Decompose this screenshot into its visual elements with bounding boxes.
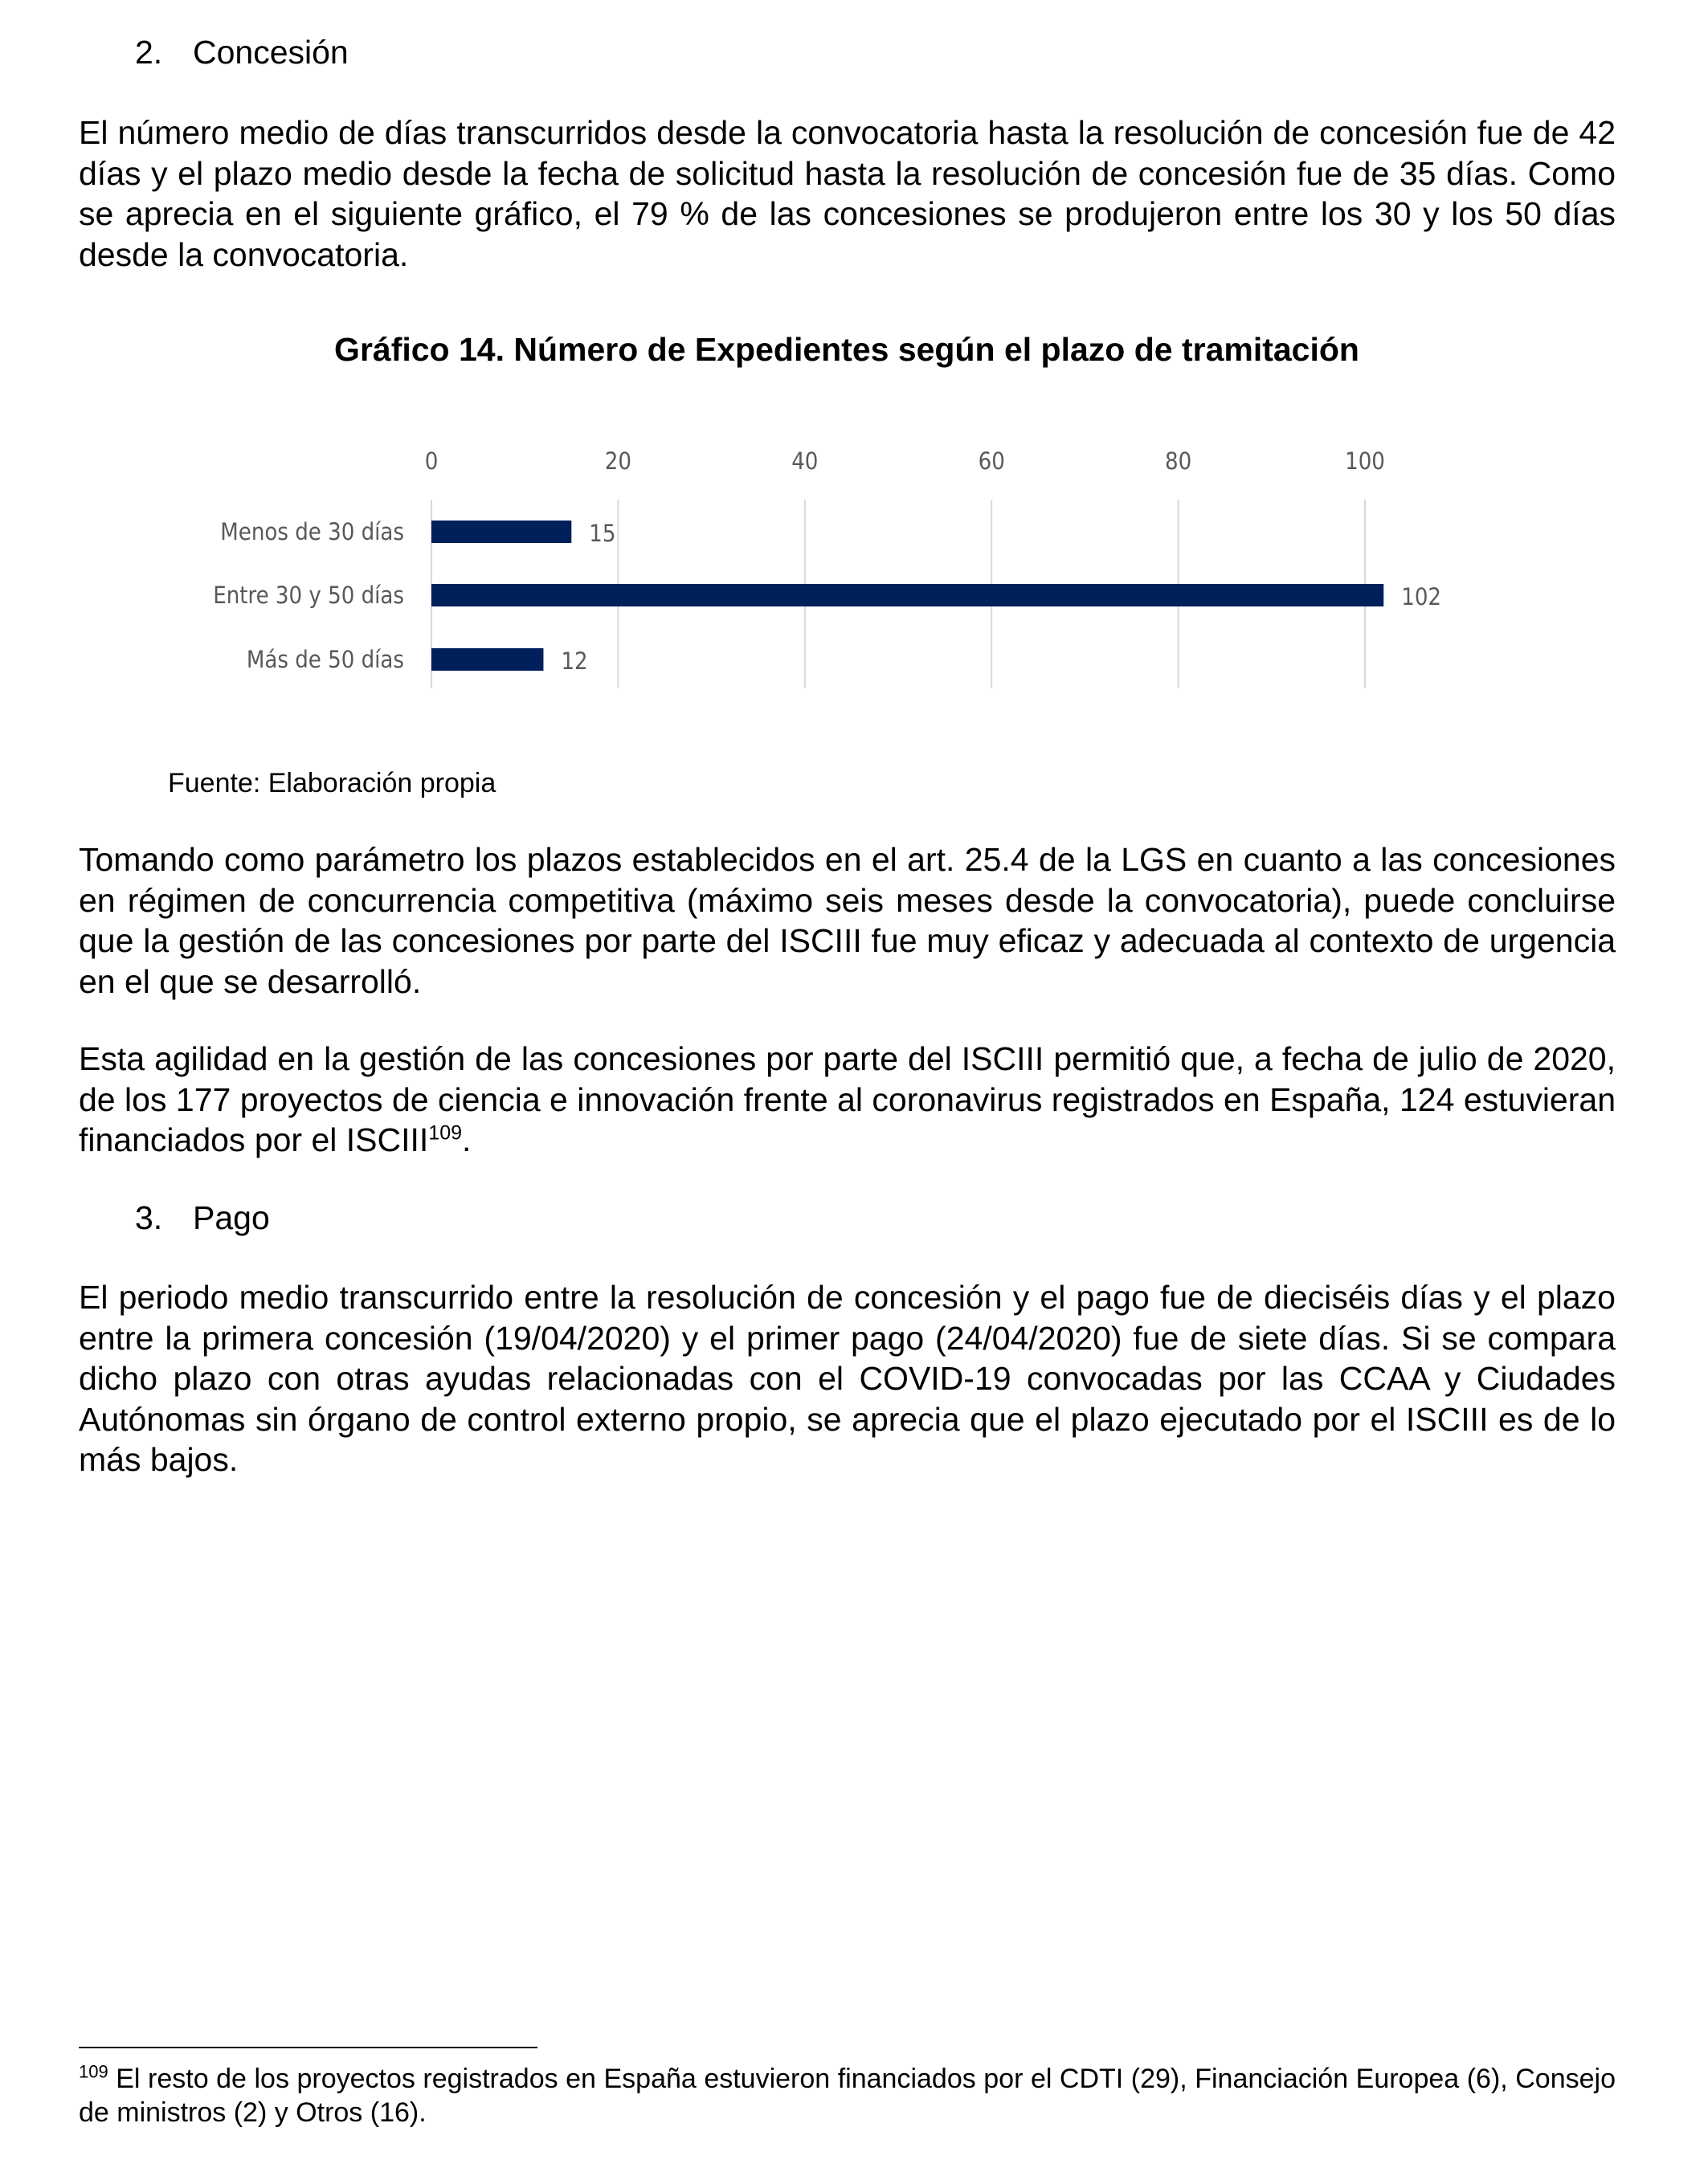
period: . bbox=[462, 1121, 472, 1158]
bar bbox=[431, 648, 543, 671]
footnote-text: El resto de los proyectos registrados en España estuvieron financiados por el CDTI (29), Financiación Europea (6), Consejo de ministros (2) y Otros (16). bbox=[79, 2064, 1616, 2128]
bar bbox=[431, 521, 571, 543]
section-number: 2. bbox=[135, 34, 163, 71]
paragraph-agilidad-text: Esta agilidad en la gestión de las concesiones por parte del ISCIII permitió que, a fecha de julio de 2020, de los 177 proyectos de ciencia e innovación frente al coronavirus registrados en España, 124 estuvieran financiados por el ISCIII bbox=[79, 1040, 1616, 1158]
section-number: 3. bbox=[135, 1199, 163, 1236]
x-tick-label: 40 bbox=[791, 447, 819, 475]
category-label: Más de 50 días bbox=[246, 646, 404, 673]
paragraph-lgs: Tomando como parámetro los plazos establecidos en el art. 25.4 de la LGS en cuanto a las concesiones en régimen de concurrencia competitiva (máximo seis meses desde la convocatoria), puede concluirse que la gestión de las concesiones por parte del ISCIII fue muy eficaz y adecuada al contexto de urgencia en el que se desarrolló. bbox=[79, 841, 1616, 1000]
chart-title: Gráfico 14. Número de Expedientes según el plazo de tramitación bbox=[334, 331, 1359, 368]
x-tick-label: 100 bbox=[1345, 447, 1385, 475]
category-label: Menos de 30 días bbox=[220, 518, 404, 545]
footnote-separator bbox=[79, 2047, 537, 2048]
x-tick-label: 80 bbox=[1164, 447, 1192, 475]
data-label: 15 bbox=[589, 520, 616, 547]
x-tick-label: 60 bbox=[978, 447, 1005, 475]
bar-chart bbox=[0, 434, 1708, 723]
x-tick-label: 20 bbox=[604, 447, 632, 475]
paragraph-agilidad bbox=[79, 1039, 1616, 1161]
data-label: 102 bbox=[1401, 583, 1442, 610]
bar bbox=[431, 584, 1383, 606]
data-label: 12 bbox=[561, 647, 588, 675]
paragraph-pago: El periodo medio transcurrido entre la resolución de concesión y el pago fue de dieciséis días y el plazo entre la primera concesión (19/04/2020) y el primer pago (24/04/2020) fue de siete días. Si se compara dicho plazo con otras ayudas relacionadas con el COVID-19 convocadas por las CCAA y Ciudades Autónomas sin órgano de control externo propio, se aprecia que el plazo ejecutado por el ISCIII es de lo más bajos. bbox=[79, 1279, 1616, 1478]
footnote-ref[interactable]: 109 bbox=[428, 1121, 463, 1145]
section-title: Concesión bbox=[193, 34, 349, 71]
x-tick-label: 0 bbox=[424, 447, 439, 475]
paragraph-concesion: El número medio de días transcurridos desde la convocatoria hasta la resolución de concesión fue de 42 días y el plazo medio desde la fecha de solicitud hasta la resolución de concesión fue de 35 días. Como se aprecia en el siguiente gráfico, el 79 % de las concesiones se produjeron entre los 30 y los 50 días desde la convocatoria. bbox=[79, 114, 1616, 273]
footnote-number: 109 bbox=[79, 2061, 108, 2082]
chart-source: Fuente: Elaboración propia bbox=[168, 768, 496, 798]
footnote bbox=[79, 2062, 1616, 2129]
section-title: Pago bbox=[193, 1199, 270, 1236]
category-label: Entre 30 y 50 días bbox=[213, 582, 404, 609]
